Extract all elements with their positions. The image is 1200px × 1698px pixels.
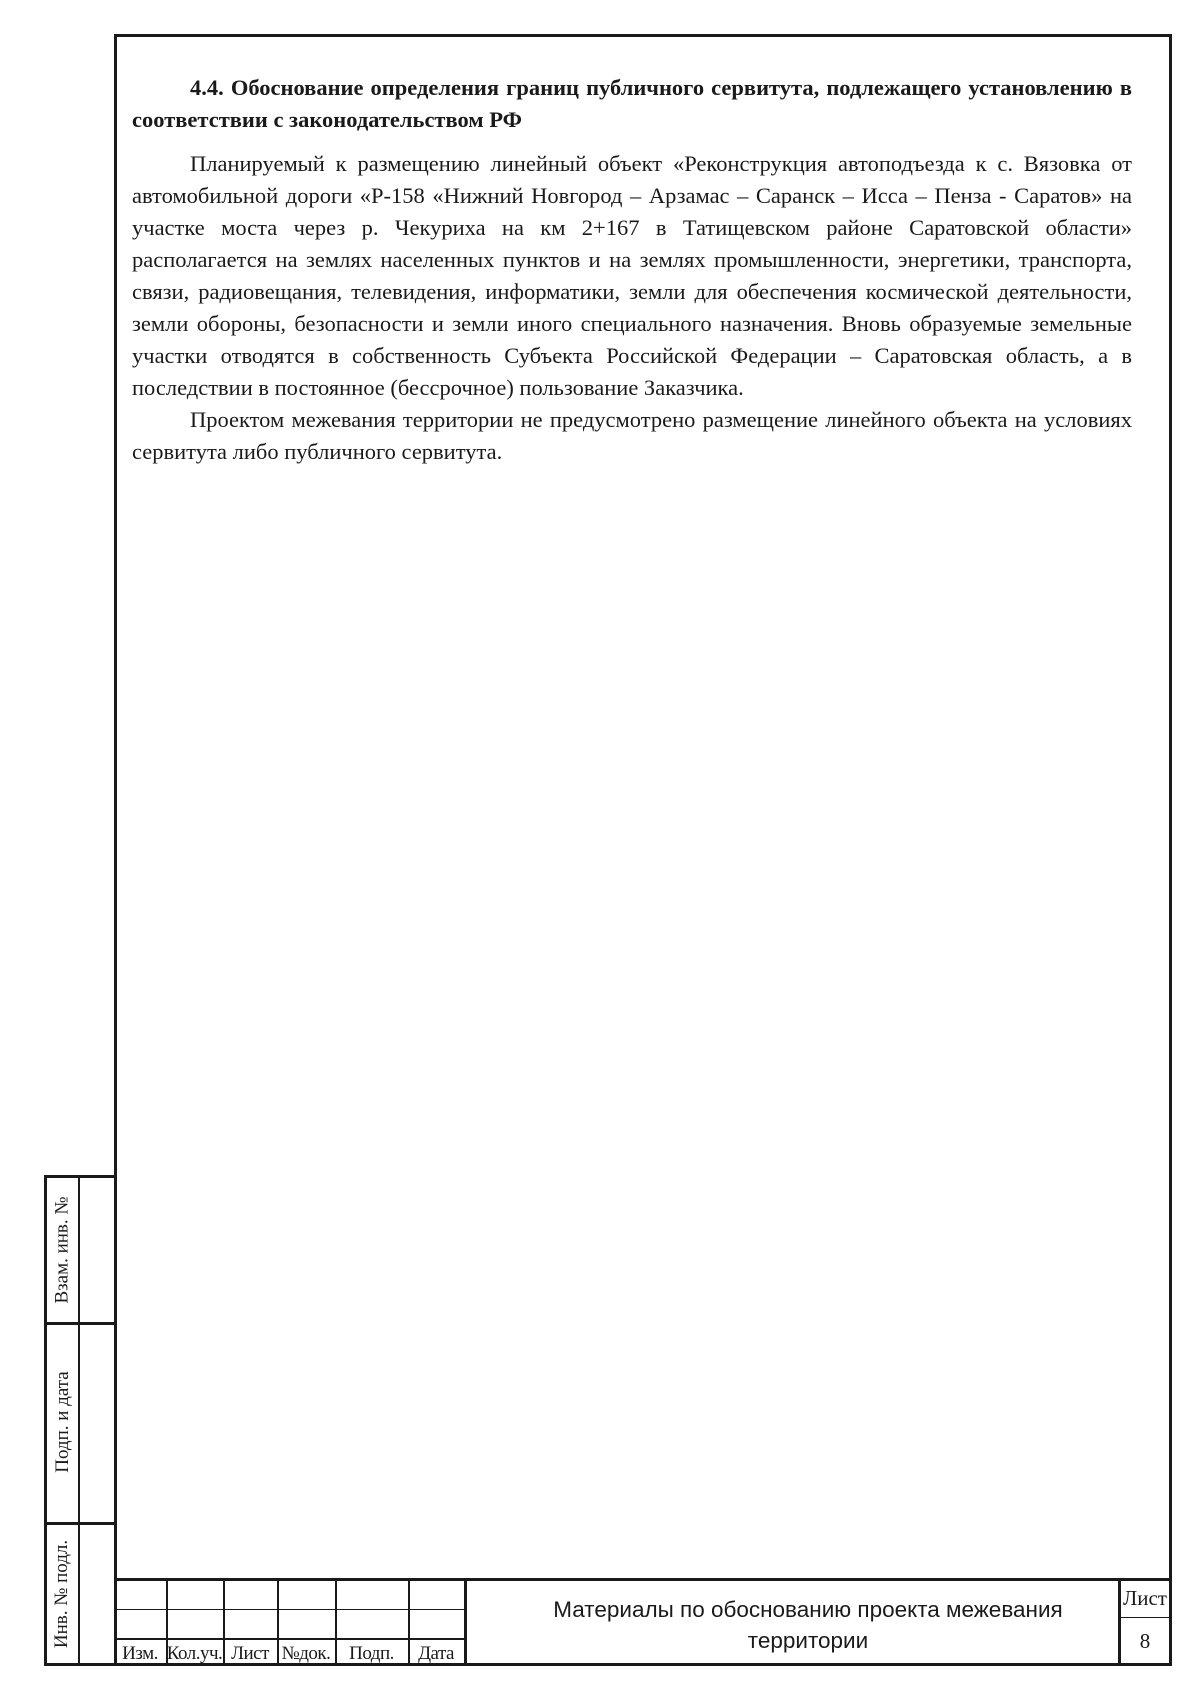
podp-data-label: Подп. и дата	[51, 1371, 73, 1473]
vzam-inv-label: Взам. инв. №	[51, 1196, 73, 1304]
col-koluch: Кол.уч.	[166, 1643, 223, 1664]
section-heading: 4.4. Обоснование определения границ публичного сервитута, подлежащего установлению в соответствии с законодательством РФ	[132, 75, 1132, 132]
col-list: Лист	[231, 1643, 269, 1664]
col-ndok: №док.	[281, 1643, 331, 1664]
document-title: Материалы по обоснованию проекта межевания территории	[553, 1597, 1063, 1653]
col-data: Дата	[418, 1643, 454, 1664]
paragraph: Планируемый к размещению линейный объект «Реконструкция автоподъезда к с. Вязовка от автомобильной дороги «Р-158 «Нижний Новгород – Арзамас – Саранск – Исса – Пенза - Саратов» на участке моста через р. Чекуриха на км 2+167 в Татищевском районе Саратовской области» располагается на землях населенных пунктов и на землях промышленности, энергетики, транспорта, связи, радиовещания, телевидения, информатики, земли для обеспечения космической деятельности, земли обороны, безопасности и земли иного специального назначения. Вновь образуемые земельные участки отводятся в собственность Субъекта Российской Федерации – Саратовская область, а в последствии в постоянное (бессрочное) пользование Заказчика.	[132, 151, 1132, 400]
col-izm: Изм.	[122, 1643, 158, 1664]
paragraph: Проектом межевания территории не предусмотрено размещение линейного объекта на условиях сервитута либо публичного сервитута.	[132, 407, 1132, 464]
inv-podl-label: Инв. № подл.	[51, 1539, 73, 1649]
sheet-label: Лист	[1123, 1585, 1167, 1610]
document-body	[132, 72, 1132, 468]
sheet-number: 8	[1139, 1628, 1151, 1653]
side-stamp	[44, 1175, 114, 1666]
col-podp: Подп.	[349, 1643, 394, 1664]
